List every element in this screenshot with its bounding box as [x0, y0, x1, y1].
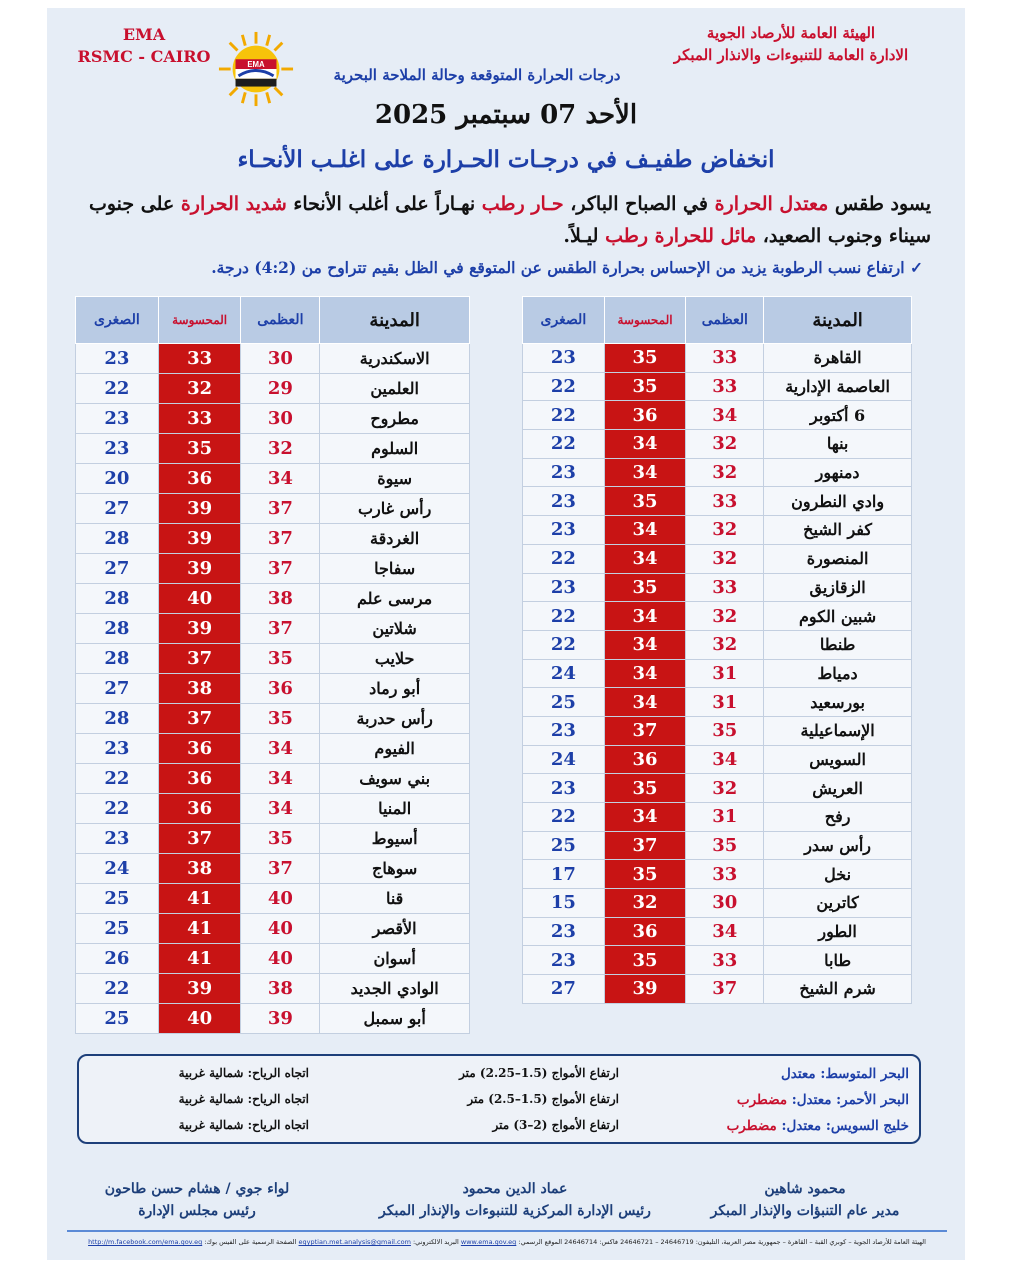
table-row: [76, 914, 470, 944]
city-cell: أبو سمبل: [320, 1004, 470, 1034]
min-temp-cell: 22: [523, 602, 605, 631]
min-temp-cell: 22: [523, 430, 605, 459]
footer-address: الهيئة العامة للأرصاد الجوية – كوبري القبة – القاهرة – جمهورية مصر العربية، التليفون: 24646719 – 24646721 فاكس: 24646714 الموقع الرسمي:: [516, 1238, 926, 1246]
max-temp-cell: 33: [686, 372, 764, 401]
col-header-feels: المحسوسة: [158, 297, 241, 344]
max-temp-cell: 30: [686, 889, 764, 918]
table-row: [523, 889, 912, 918]
table-row: [76, 464, 470, 494]
city-cell: الطور: [764, 917, 912, 946]
sea-row-mediterranean: [79, 1066, 919, 1090]
ema-label: [69, 24, 219, 68]
min-temp-cell: 28: [76, 524, 159, 554]
signatory-title: رئيس الإدارة المركزية للتنبوءات والإنذار المبكر: [379, 1203, 651, 1219]
feels-like-cell: 35: [604, 344, 686, 373]
max-temp-cell: 32: [686, 630, 764, 659]
city-cell: المنصورة: [764, 544, 912, 573]
min-temp-cell: 25: [76, 914, 159, 944]
table-row: [76, 884, 470, 914]
feels-like-cell: 37: [158, 704, 241, 734]
city-cell: المنيا: [320, 794, 470, 824]
table-row: [76, 644, 470, 674]
max-temp-cell: 32: [686, 602, 764, 631]
feels-like-cell: 34: [604, 630, 686, 659]
city-cell: القاهرة: [764, 344, 912, 373]
feels-like-cell: 40: [158, 584, 241, 614]
wind-direction: اتجاه الرياح: شمالية غربية: [178, 1066, 309, 1080]
min-temp-cell: 23: [76, 344, 159, 374]
table-row: [523, 487, 912, 516]
feels-like-cell: 37: [158, 644, 241, 674]
max-temp-cell: 34: [241, 734, 320, 764]
desc-highlight: معتدل الحرارة: [714, 193, 829, 215]
col-header-max: العظمى: [241, 297, 320, 344]
desc-highlight: شديد الحرارة: [180, 193, 287, 215]
feels-like-cell: 34: [604, 516, 686, 545]
feels-like-cell: 39: [604, 975, 686, 1004]
min-temp-cell: 24: [523, 745, 605, 774]
min-temp-cell: 25: [523, 688, 605, 717]
table-row: [523, 917, 912, 946]
feels-like-cell: 32: [604, 889, 686, 918]
table-row: [523, 975, 912, 1004]
max-temp-cell: 33: [686, 344, 764, 373]
desc-part: يسود طقس: [828, 193, 931, 215]
ema-logo-icon: [217, 30, 295, 108]
max-temp-cell: 36: [241, 674, 320, 704]
city-cell: العلمين: [320, 374, 470, 404]
min-temp-cell: 22: [523, 630, 605, 659]
table-row: [523, 688, 912, 717]
ema-line-2: RSMC - CAIRO: [77, 47, 211, 66]
max-temp-cell: 35: [686, 716, 764, 745]
max-temp-cell: 37: [241, 554, 320, 584]
max-temp-cell: 33: [686, 573, 764, 602]
max-temp-cell: 34: [686, 401, 764, 430]
feels-like-cell: 34: [604, 602, 686, 631]
city-cell: رأس غارب: [320, 494, 470, 524]
table-row: [76, 734, 470, 764]
table-row: [76, 614, 470, 644]
footer-contact: [67, 1238, 947, 1246]
feels-like-cell: 41: [158, 914, 241, 944]
min-temp-cell: 24: [523, 659, 605, 688]
max-temp-cell: 32: [241, 434, 320, 464]
max-temp-cell: 31: [686, 659, 764, 688]
weather-description: [71, 188, 931, 252]
city-cell: طنطا: [764, 630, 912, 659]
table-row: [523, 860, 912, 889]
min-temp-cell: 25: [76, 1004, 159, 1034]
table-row: [76, 674, 470, 704]
table-row: [523, 716, 912, 745]
org-line-1: الهيئة العامة للأرصاد الجوية: [706, 24, 876, 42]
max-temp-cell: 40: [241, 884, 320, 914]
feels-like-cell: 33: [158, 404, 241, 434]
feels-like-cell: 32: [158, 374, 241, 404]
city-cell: شرم الشيخ: [764, 975, 912, 1004]
max-temp-cell: 34: [241, 794, 320, 824]
city-cell: سوهاج: [320, 854, 470, 884]
table-row: [523, 573, 912, 602]
min-temp-cell: 27: [76, 674, 159, 704]
max-temp-cell: 40: [241, 914, 320, 944]
table-row: [76, 824, 470, 854]
table-row: [76, 524, 470, 554]
min-temp-cell: 22: [76, 764, 159, 794]
page-subtitle: درجات الحرارة المتوقعة وحالة الملاحة البحرية: [333, 66, 621, 84]
city-cell: رأس سدر: [764, 831, 912, 860]
min-temp-cell: 25: [523, 831, 605, 860]
temperature-table-right: [522, 296, 912, 1004]
feels-like-cell: 39: [158, 524, 241, 554]
min-temp-cell: 23: [76, 824, 159, 854]
table-row: [76, 584, 470, 614]
table-row: [523, 401, 912, 430]
min-temp-cell: 22: [523, 401, 605, 430]
min-temp-cell: 23: [523, 458, 605, 487]
forecast-date: الأحد 07 سبتمبر 2025: [374, 100, 638, 130]
max-temp-cell: 34: [241, 464, 320, 494]
table-row: [523, 372, 912, 401]
max-temp-cell: 34: [686, 917, 764, 946]
table-row: [76, 854, 470, 884]
table-row: [76, 944, 470, 974]
max-temp-cell: 37: [241, 494, 320, 524]
desc-part: ليـلاً.: [563, 225, 606, 247]
table-row: [523, 774, 912, 803]
sea-name: خليج السويس: معتدل: مضطرب: [726, 1118, 909, 1134]
desc-highlight: حـار رطب: [481, 193, 564, 215]
city-cell: 6 أكتوبر: [764, 401, 912, 430]
table-row: [523, 458, 912, 487]
temperature-table-left: [75, 296, 470, 1034]
feels-like-cell: 34: [604, 659, 686, 688]
min-temp-cell: 23: [523, 917, 605, 946]
min-temp-cell: 23: [523, 344, 605, 373]
min-temp-cell: 22: [76, 974, 159, 1004]
city-cell: مطروح: [320, 404, 470, 434]
min-temp-cell: 25: [76, 884, 159, 914]
feels-like-cell: 35: [604, 372, 686, 401]
city-cell: حلايب: [320, 644, 470, 674]
city-cell: دمنهور: [764, 458, 912, 487]
table-header-row: [76, 297, 470, 344]
feels-like-cell: 34: [604, 688, 686, 717]
feels-like-cell: 35: [604, 573, 686, 602]
signature-chairman: [47, 1178, 347, 1222]
max-temp-cell: 33: [686, 860, 764, 889]
min-temp-cell: 23: [76, 434, 159, 464]
signatory-title: رئيس مجلس الإدارة: [138, 1203, 256, 1219]
min-temp-cell: 22: [523, 803, 605, 832]
table-row: [76, 1004, 470, 1034]
signatory-name: محمود شاهين: [764, 1181, 846, 1197]
feels-like-cell: 34: [604, 803, 686, 832]
signatory-name: لواء جوي / هشام حسن طاحون: [104, 1181, 290, 1197]
wave-height: ارتفاع الأمواج (1.5–2.5) متر: [467, 1092, 619, 1106]
city-cell: نخل: [764, 860, 912, 889]
min-temp-cell: 22: [76, 374, 159, 404]
feels-like-cell: 37: [158, 824, 241, 854]
table-row: [76, 344, 470, 374]
sea-row-red-sea: [79, 1092, 919, 1116]
city-cell: الإسماعيلية: [764, 716, 912, 745]
min-temp-cell: 23: [523, 946, 605, 975]
max-temp-cell: 37: [241, 854, 320, 884]
city-cell: بنها: [764, 430, 912, 459]
feels-like-cell: 37: [604, 716, 686, 745]
feels-like-cell: 38: [158, 854, 241, 884]
col-header-min: الصغرى: [523, 297, 605, 344]
wave-height: ارتفاع الأمواج (1.5–2.25) متر: [459, 1066, 619, 1080]
city-cell: سفاجا: [320, 554, 470, 584]
table-row: [523, 659, 912, 688]
min-temp-cell: 27: [76, 494, 159, 524]
max-temp-cell: 33: [686, 487, 764, 516]
min-temp-cell: 15: [523, 889, 605, 918]
feels-like-cell: 35: [604, 774, 686, 803]
city-cell: دمياط: [764, 659, 912, 688]
max-temp-cell: 32: [686, 544, 764, 573]
max-temp-cell: 33: [686, 946, 764, 975]
desc-highlight: مائل للحرارة رطب: [605, 225, 757, 247]
col-header-feels: المحسوسة: [604, 297, 686, 344]
city-cell: العريش: [764, 774, 912, 803]
city-cell: رأس حدربة: [320, 704, 470, 734]
feels-like-cell: 36: [604, 401, 686, 430]
desc-part: في الصباح الباكر،: [563, 193, 715, 215]
min-temp-cell: 17: [523, 860, 605, 889]
signature-general-manager: [655, 1178, 955, 1222]
feels-like-cell: 36: [158, 764, 241, 794]
city-cell: السلوم: [320, 434, 470, 464]
table-row: [76, 794, 470, 824]
feels-like-cell: 36: [158, 464, 241, 494]
max-temp-cell: 38: [241, 584, 320, 614]
city-cell: أسيوط: [320, 824, 470, 854]
city-cell: الفيوم: [320, 734, 470, 764]
city-cell: شلاتين: [320, 614, 470, 644]
feels-like-cell: 41: [158, 884, 241, 914]
city-cell: أسوان: [320, 944, 470, 974]
max-temp-cell: 38: [241, 974, 320, 1004]
feels-like-cell: 41: [158, 944, 241, 974]
min-temp-cell: 28: [76, 614, 159, 644]
table-row: [523, 803, 912, 832]
feels-like-cell: 36: [604, 917, 686, 946]
feels-like-cell: 39: [158, 614, 241, 644]
table-row: [523, 544, 912, 573]
max-temp-cell: 37: [241, 524, 320, 554]
table-row: [76, 404, 470, 434]
min-temp-cell: 27: [76, 554, 159, 584]
city-cell: كاترين: [764, 889, 912, 918]
humidity-note: ✓ ارتفاع نسب الرطوبة يزيد من الإحساس بحرارة الطقس عن المتوقع في الظل بقيم تتراوح من (4:2) درجة.: [211, 258, 923, 277]
table-row: [523, 745, 912, 774]
max-temp-cell: 39: [241, 1004, 320, 1034]
max-temp-cell: 34: [241, 764, 320, 794]
max-temp-cell: 34: [686, 745, 764, 774]
col-header-min: الصغرى: [76, 297, 159, 344]
sea-row-gulf-of-suez: [79, 1118, 919, 1142]
table-row: [523, 831, 912, 860]
max-temp-cell: 35: [241, 824, 320, 854]
table-row: [523, 516, 912, 545]
table-row: [523, 602, 912, 631]
table-row: [76, 974, 470, 1004]
wind-direction: اتجاه الرياح: شمالية غربية: [178, 1118, 309, 1132]
city-cell: أبو رماد: [320, 674, 470, 704]
min-temp-cell: 28: [76, 704, 159, 734]
col-header-max: العظمى: [686, 297, 764, 344]
max-temp-cell: 31: [686, 688, 764, 717]
table-row: [523, 430, 912, 459]
table-row: [76, 554, 470, 584]
org-name: [641, 22, 941, 66]
org-line-2: الادارة العامة للتنبوءات والانذار المبكر: [673, 46, 909, 64]
table-header-row: [523, 297, 912, 344]
min-temp-cell: 28: [76, 644, 159, 674]
min-temp-cell: 22: [76, 794, 159, 824]
city-cell: الاسكندرية: [320, 344, 470, 374]
max-temp-cell: 29: [241, 374, 320, 404]
city-cell: طابا: [764, 946, 912, 975]
city-cell: رفح: [764, 803, 912, 832]
city-cell: الزقازيق: [764, 573, 912, 602]
feels-like-cell: 38: [158, 674, 241, 704]
feels-like-cell: 35: [604, 860, 686, 889]
email-link[interactable]: egyptian.met.analysis@gmail.com: [298, 1238, 411, 1246]
min-temp-cell: 28: [76, 584, 159, 614]
wave-height: ارتفاع الأمواج (2–3) متر: [492, 1118, 619, 1132]
feels-like-cell: 34: [604, 430, 686, 459]
min-temp-cell: 24: [76, 854, 159, 884]
city-cell: الوادي الجديد: [320, 974, 470, 1004]
feels-like-cell: 39: [158, 974, 241, 1004]
ema-line-1: EMA: [122, 25, 166, 44]
feels-like-cell: 35: [604, 946, 686, 975]
feels-like-cell: 35: [158, 434, 241, 464]
min-temp-cell: 22: [523, 544, 605, 573]
min-temp-cell: 23: [523, 774, 605, 803]
footer-label: الصفحة الرسمية على الفيس بوك:: [202, 1238, 299, 1246]
max-temp-cell: 32: [686, 430, 764, 459]
max-temp-cell: 35: [241, 704, 320, 734]
sea-name: البحر المتوسط: معتدل: [780, 1066, 909, 1082]
feels-like-cell: 40: [158, 1004, 241, 1034]
sea-name: البحر الأحمر: معتدل: مضطرب: [736, 1092, 909, 1108]
logo-text: EMA: [247, 60, 265, 70]
wind-direction: اتجاه الرياح: شمالية غربية: [178, 1092, 309, 1106]
feels-like-cell: 35: [604, 487, 686, 516]
feels-like-cell: 39: [158, 494, 241, 524]
min-temp-cell: 23: [523, 516, 605, 545]
city-cell: بورسعيد: [764, 688, 912, 717]
city-cell: سيوة: [320, 464, 470, 494]
min-temp-cell: 23: [76, 404, 159, 434]
table-row: [76, 374, 470, 404]
city-cell: السويس: [764, 745, 912, 774]
signatory-title: مدير عام التنبؤات والإنذار المبكر: [710, 1203, 900, 1219]
max-temp-cell: 40: [241, 944, 320, 974]
table-row: [76, 764, 470, 794]
max-temp-cell: 32: [686, 774, 764, 803]
city-cell: قنا: [320, 884, 470, 914]
max-temp-cell: 30: [241, 404, 320, 434]
feels-like-cell: 34: [604, 458, 686, 487]
city-cell: الأقصر: [320, 914, 470, 944]
min-temp-cell: 26: [76, 944, 159, 974]
col-header-city: المدينة: [764, 297, 912, 344]
min-temp-cell: 23: [523, 573, 605, 602]
feels-like-cell: 36: [604, 745, 686, 774]
signature-central-director: [365, 1178, 665, 1222]
desc-part: على جنوب سيناء وجنوب الصعيد،: [88, 193, 931, 247]
table-row: [76, 434, 470, 464]
max-temp-cell: 32: [686, 458, 764, 487]
min-temp-cell: 20: [76, 464, 159, 494]
min-temp-cell: 27: [523, 975, 605, 1004]
city-cell: كفر الشيخ: [764, 516, 912, 545]
min-temp-cell: 23: [523, 716, 605, 745]
table-row: [76, 704, 470, 734]
forecast-sheet: [47, 8, 965, 1260]
city-cell: بني سويف: [320, 764, 470, 794]
max-temp-cell: 35: [241, 644, 320, 674]
max-temp-cell: 37: [686, 975, 764, 1004]
feels-like-cell: 33: [158, 344, 241, 374]
signatory-name: عماد الدين محمود: [462, 1181, 568, 1197]
max-temp-cell: 31: [686, 803, 764, 832]
desc-part: نهـاراً على أغلب الأنحاء: [286, 193, 482, 215]
min-temp-cell: 23: [76, 734, 159, 764]
table-row: [76, 494, 470, 524]
max-temp-cell: 30: [241, 344, 320, 374]
feels-like-cell: 39: [158, 554, 241, 584]
max-temp-cell: 35: [686, 831, 764, 860]
max-temp-cell: 37: [241, 614, 320, 644]
feels-like-cell: 37: [604, 831, 686, 860]
city-cell: مرسى علم: [320, 584, 470, 614]
table-row: [523, 344, 912, 373]
col-header-city: المدينة: [320, 297, 470, 344]
city-cell: شبين الكوم: [764, 602, 912, 631]
footer-label: البريد الالكتروني:: [410, 1238, 461, 1246]
min-temp-cell: 23: [523, 487, 605, 516]
table-row: [523, 630, 912, 659]
feels-like-cell: 36: [158, 734, 241, 764]
table-row: [523, 946, 912, 975]
sea-conditions-box: [77, 1054, 921, 1144]
max-temp-cell: 32: [686, 516, 764, 545]
feels-like-cell: 34: [604, 544, 686, 573]
city-cell: وادي النطرون: [764, 487, 912, 516]
facebook-link[interactable]: http://m.facebook.com/ema.gov.eg: [88, 1238, 203, 1246]
headline: انخفاض طفيـف في درجـات الحـرارة على اغلـب الأنحـاء: [237, 146, 775, 173]
city-cell: الغردقة: [320, 524, 470, 554]
feels-like-cell: 36: [158, 794, 241, 824]
city-cell: العاصمة الإدارية: [764, 372, 912, 401]
website-link[interactable]: www.ema.gov.eg: [460, 1238, 517, 1246]
min-temp-cell: 22: [523, 372, 605, 401]
footer-divider: [67, 1230, 947, 1232]
